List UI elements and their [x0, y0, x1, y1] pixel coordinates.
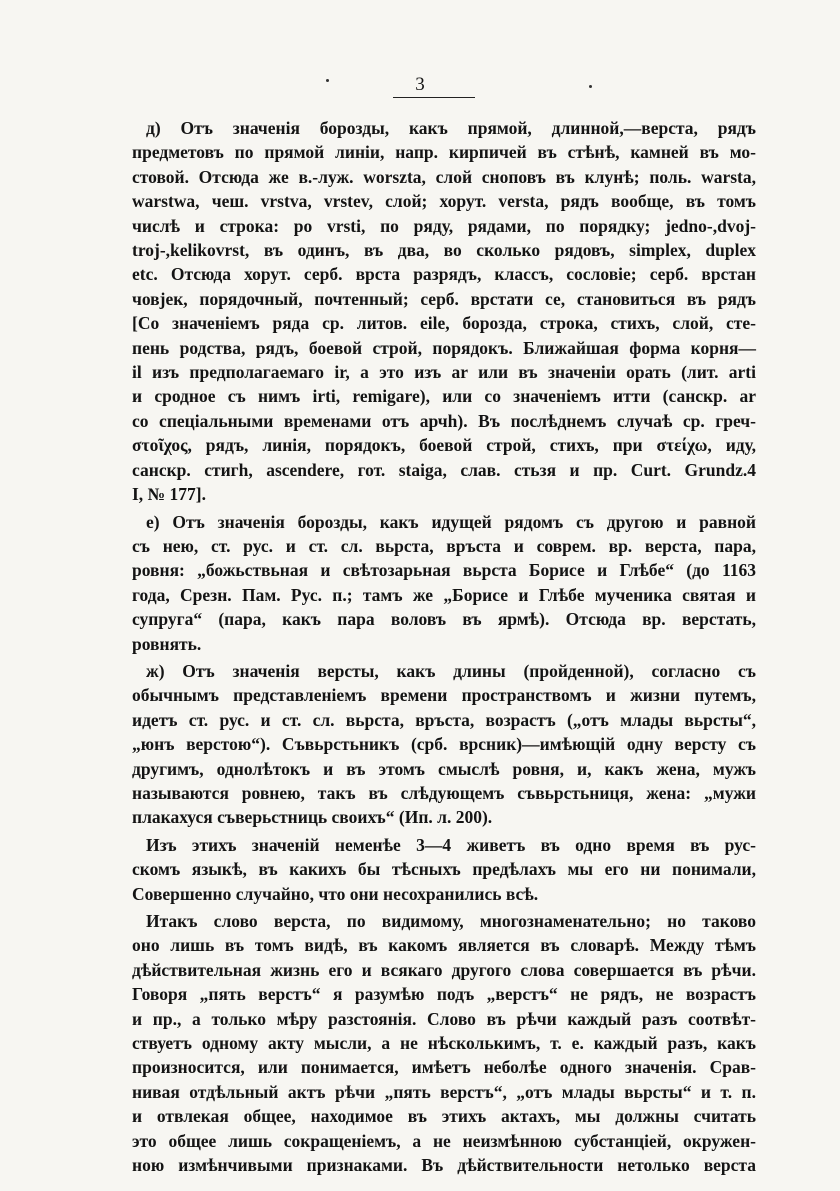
text-line: ровня: „божьствьная и свѣтозарьная вьрста Борисе и Глѣбе“ (до 1163 [132, 560, 756, 581]
text-line: troj-,kelikovrst, въ одинъ, въ два, во сколько рядовъ, simplex, duplex [132, 240, 756, 261]
print-speck [326, 79, 329, 82]
text-line: il изъ предполагаемаго ir, а это изъ ar или въ значеніи орать (лит. arti [132, 362, 756, 383]
paragraph-d [132, 116, 756, 507]
text-line: числѣ и строка: po vrsti, по ряду, рядами, по порядку; jedno-,dvoj- [132, 215, 756, 236]
text-line: Итакъ слово верста, по видимому, многознаменательно; но таково [146, 911, 756, 931]
text-line: пень родства, рядъ, боевой строй, порядокъ. Ближайшая форма корня— [132, 337, 756, 358]
text-line: произносится, или понимается, имѣетъ неболѣе одного значенія. Срав- [132, 1057, 756, 1078]
text-line: называются ровнею, такъ въ слѣдующемъ съвьрстьниця, жена: „мужи [132, 782, 756, 803]
paragraph-zh [132, 659, 756, 830]
text-line: нивая отдѣльный актъ рѣчи „пять верстъ“, „отъ млады вьрсты“ и т. п. [132, 1081, 756, 1102]
text-line: предметовъ по прямой линіи, напр. кирпичей въ стѣнѣ, камней въ мо- [132, 142, 756, 163]
text-line: обычнымъ представленіемъ времени пространствомъ и жизни путемъ, [132, 685, 756, 706]
text-line: ствуетъ одному акту мысли, а не нѣсколькимъ, т. е. каждый разъ, какъ [132, 1033, 756, 1054]
print-speck [589, 85, 592, 88]
text-line: стовой. Отсюда же в.-луж. worszta, слой сноповъ въ клунѣ; поль. warsta, [132, 166, 756, 187]
text-line: „юнъ верстою“). Съвьрстьникъ (срб. врсник)—имѣющій одну версту съ [132, 734, 756, 755]
page-number: 3 [415, 74, 425, 95]
text-line: дѣйствительная жизнь его и всякаго другого слова совершается въ рѣчи. [132, 959, 756, 980]
text-line: со спеціальными временами отъ арчh). Въ послѣднемъ случаѣ ср. греч- [132, 410, 756, 431]
text-line: Совершенно случайно, что они несохранились всѣ. [132, 883, 539, 904]
header-rule [393, 97, 475, 98]
text-line: плакахуся съверьстниць своихъ“ (Ип. л. 200). [132, 807, 493, 828]
text-line: στοῖχος, рядъ, линія, порядокъ, боевой строй, стихъ, при στείχω, иду, [132, 435, 756, 456]
paragraph-conclusion [132, 909, 756, 1177]
text-line: [Со значеніемъ ряда ср. литов. eile, борозда, строка, стихъ, слой, сте- [132, 313, 756, 334]
text-line: ж) Отъ значенія версты, какъ длины (пройденной), согласно съ [146, 660, 756, 681]
text-line: Изъ этихъ значеній неменѣе 3—4 живетъ въ одно время въ рус- [146, 834, 756, 855]
text-line: ною измѣнчивыми признаками. Въ дѣйствительности нетолько верста [132, 1155, 756, 1176]
text-line: е) Отъ значенія борозды, какъ идущей рядомъ съ другою и равной [146, 511, 756, 532]
text-line: супруга“ (пара, какъ пара воловъ въ ярмѣ). Отсюда вр. верстать, [132, 609, 756, 630]
text-line: warstwa, чеш. vrstva, vrstev, слой; хорут. versta, рядъ вообще, въ томъ [132, 191, 756, 212]
text-line: и отвлекая общее, находимое въ этихъ актахъ, мы должны считать [132, 1106, 756, 1127]
text-line: ровнять. [132, 633, 202, 654]
text-line: идетъ ст. рус. и ст. сл. вьрста, връста, возрастъ („отъ млады вьрсты“, [132, 709, 756, 730]
body-text [132, 116, 756, 1177]
text-line: etc. Отсюда хорут. серб. врста разрядъ, классъ, сословіе; серб. врстан [132, 264, 756, 285]
text-line: другимъ, однолѣтокъ и въ этомъ смыслѣ ровня, и, какъ жена, мужъ [132, 758, 756, 779]
text-line: оно лишь въ томъ видѣ, въ какомъ является въ словарѣ. Между тѣмъ [132, 935, 756, 956]
text-line: I, № 177]. [132, 484, 206, 505]
text-line: это общее лишь сокращеніемъ, а не неизмѣнною субстанціей, окружен- [132, 1130, 756, 1151]
text-line: Говоря „пять верстъ“ я разумѣю подъ „верстъ“ не рядъ, не возрастъ [132, 984, 756, 1005]
paragraph-e [132, 510, 756, 656]
text-line: года, Срезн. Пам. Рус. п.; тамъ же „Борисе и Глѣбе мученика святая и [132, 584, 756, 605]
text-line: д) Отъ значенія борозды, какъ прямой, длинной,—верста, рядъ [146, 118, 756, 138]
text-line: и сродное съ нимъ irti, remigare), или со значеніемъ итти (санскр. ar [132, 386, 756, 407]
text-line: санскр. стигh, ascendere, гот. staiga, слав. стьзя и пр. Curt. Grundz.4 [132, 459, 756, 480]
paragraph-meanings [132, 833, 756, 906]
text-line: съ нею, ст. рус. и ст. сл. вьрста, връста и соврем. вр. верста, пара, [132, 535, 756, 556]
text-line: човјек, порядочный, почтенный; серб. врстати се, становиться въ рядъ [132, 288, 756, 309]
text-line: и пр., а только мѣру разстоянія. Слово въ рѣчи каждый разъ соотвѣт- [132, 1008, 756, 1029]
text-line: скомъ языкѣ, въ какихъ бы тѣсныхъ предѣлахъ мы его ни понимали, [132, 859, 756, 880]
